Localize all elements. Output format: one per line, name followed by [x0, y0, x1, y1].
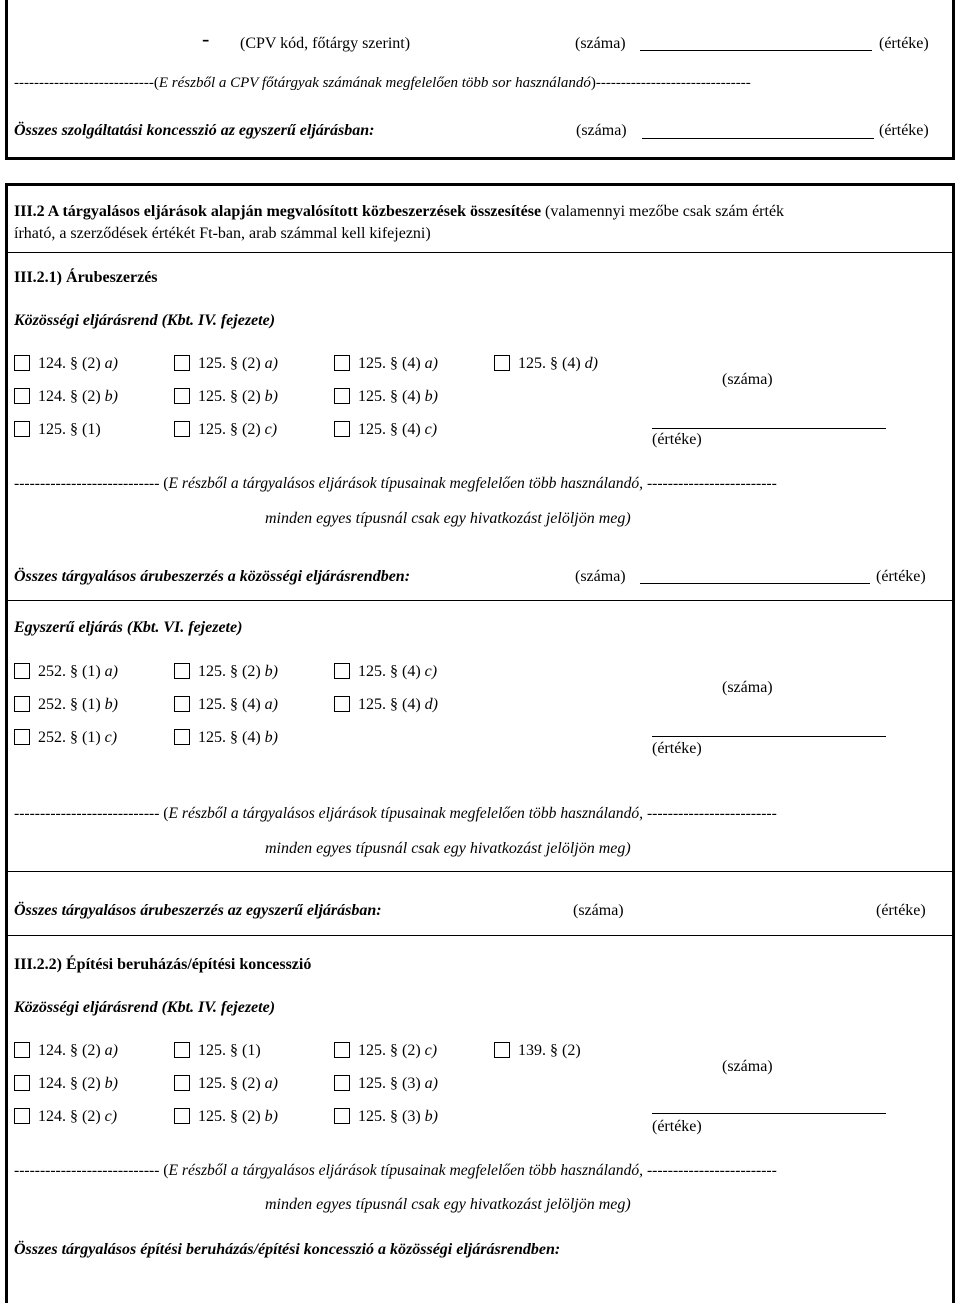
option-checkbox[interactable] — [494, 1042, 510, 1058]
option-label: 125. § (4) d) — [358, 696, 438, 713]
option-checkbox[interactable] — [334, 421, 350, 437]
goods-community-total-line[interactable] — [640, 583, 870, 584]
option-label: 125. § (3) b) — [358, 1108, 438, 1125]
option-checkbox[interactable] — [334, 663, 350, 679]
goods-simple-total-szama-label: (száma) — [573, 902, 624, 919]
service-total-erteke-label: (értéke) — [879, 122, 929, 139]
cpv-szama-line[interactable] — [640, 50, 872, 51]
works-community-note-line1: ---------------------------- (E részből a tárgyalásos eljárások típusainak megfelelően több használandó, ------------------------- — [14, 1162, 777, 1179]
goods-community-note-line2: minden egyes típusnál csak egy hivatkozást jelöljön meg) — [265, 510, 631, 527]
goods-simple-total-erteke-label: (értéke) — [876, 902, 926, 919]
option-label: 139. § (2) — [518, 1042, 581, 1059]
option-checkbox[interactable] — [14, 663, 30, 679]
option-label: 125. § (2) c) — [358, 1042, 438, 1059]
option-label: 125. § (3) a) — [358, 1075, 438, 1092]
option-label: 125. § (2) a) — [198, 1075, 278, 1092]
section-heading-divider — [5, 252, 955, 253]
goods-title: III.2.1) Árubeszerzés — [14, 269, 158, 286]
option-checkbox[interactable] — [334, 388, 350, 404]
option-label: 125. § (4) b) — [358, 388, 438, 405]
option-label: 125. § (2) a) — [198, 355, 278, 372]
option-label: 252. § (1) a) — [38, 663, 118, 680]
option-checkbox[interactable] — [174, 421, 190, 437]
goods-community-total-erteke-label: (értéke) — [876, 568, 926, 585]
goods-community-title: Közösségi eljárásrend (Kbt. IV. fejezete) — [14, 312, 276, 329]
goods-community-total-szama-label: (száma) — [575, 568, 626, 585]
service-total-szama-line[interactable] — [642, 138, 874, 139]
goods-community-note-line1: ---------------------------- (E részből a tárgyalásos eljárások típusainak megfelelően több használandó, ------------------------- — [14, 475, 777, 492]
option-label: 125. § (4) a) — [358, 355, 438, 372]
goods-community-value-line[interactable] — [652, 428, 886, 429]
goods-simple-note-line2: minden egyes típusnál csak egy hivatkozást jelöljön meg) — [265, 840, 631, 857]
option-label: 124. § (2) a) — [38, 1042, 118, 1059]
option-checkbox[interactable] — [14, 355, 30, 371]
option-checkbox[interactable] — [14, 388, 30, 404]
goods-community-erteke-label: (értéke) — [652, 431, 702, 448]
option-checkbox[interactable] — [334, 1042, 350, 1058]
option-label: 252. § (1) c) — [38, 729, 118, 746]
goods-simple-title: Egyszerű eljárás (Kbt. VI. fejezete) — [14, 619, 243, 636]
option-checkbox[interactable] — [174, 729, 190, 745]
option-checkbox[interactable] — [14, 1075, 30, 1091]
option-checkbox[interactable] — [334, 696, 350, 712]
section-heading: III.2 A tárgyalásos eljárások alapján megvalósított közbeszerzések összesítése (valamennyi mezőbe csak szám érték írható, a szerződések értékét Ft-ban, arab számmal kell kifejezni) — [14, 203, 785, 242]
option-label: 125. § (2) c) — [198, 421, 278, 438]
service-concession-total-label: Összes szolgáltatási koncesszió az egyszerű eljárásban: — [14, 122, 375, 139]
option-label: 125. § (2) b) — [198, 388, 278, 405]
goods-simple-value-line[interactable] — [652, 736, 886, 737]
option-label: 125. § (4) d) — [518, 355, 598, 372]
goods-community-total-label: Összes tárgyalásos árubeszerzés a közösségi eljárásrendben: — [14, 568, 411, 585]
goods-simple-total-label: Összes tárgyalásos árubeszerzés az egyszerű eljárásban: — [14, 902, 382, 919]
works-community-szama-label: (száma) — [722, 1058, 773, 1075]
goods-simple-note-line1: ---------------------------- (E részből a tárgyalásos eljárások típusainak megfelelően több használandó, ------------------------- — [14, 805, 777, 822]
option-label: 124. § (2) b) — [38, 388, 118, 405]
option-checkbox[interactable] — [14, 696, 30, 712]
cpv-repeat-note: ----------------------------(E részből a CPV főtárgyak számának megfelelően több sor használandó)------------------------------- — [14, 75, 751, 91]
option-checkbox[interactable] — [174, 1042, 190, 1058]
service-total-szama-label: (száma) — [576, 122, 627, 139]
main-box — [5, 183, 955, 1303]
cpv-erteke-label: (értéke) — [879, 35, 929, 52]
dash-mark: - — [202, 26, 210, 51]
option-label: 125. § (4) b) — [198, 729, 278, 746]
works-community-value-line[interactable] — [652, 1113, 886, 1114]
option-checkbox[interactable] — [174, 388, 190, 404]
goods-community-total-divider — [5, 600, 955, 601]
goods-community-szama-label: (száma) — [722, 371, 773, 388]
option-label: 125. § (4) c) — [358, 421, 438, 438]
option-checkbox[interactable] — [14, 729, 30, 745]
option-label: 125. § (1) — [38, 421, 101, 438]
cpv-szama-label: (száma) — [575, 35, 626, 52]
option-label: 125. § (4) c) — [358, 663, 438, 680]
option-checkbox[interactable] — [14, 1042, 30, 1058]
option-label: 252. § (1) b) — [38, 696, 118, 713]
option-checkbox[interactable] — [174, 663, 190, 679]
option-checkbox[interactable] — [174, 1075, 190, 1091]
option-label: 124. § (2) a) — [38, 355, 118, 372]
option-checkbox[interactable] — [494, 355, 510, 371]
works-title: III.2.2) Építési beruházás/építési koncesszió — [14, 956, 312, 973]
option-checkbox[interactable] — [334, 1075, 350, 1091]
works-community-title: Közösségi eljárásrend (Kbt. IV. fejezete) — [14, 999, 276, 1016]
goods-simple-total-divider — [5, 935, 955, 936]
option-label: 125. § (4) a) — [198, 696, 278, 713]
option-checkbox[interactable] — [14, 421, 30, 437]
option-checkbox[interactable] — [334, 1108, 350, 1124]
option-checkbox[interactable] — [334, 355, 350, 371]
option-label: 124. § (2) b) — [38, 1075, 118, 1092]
goods-simple-erteke-label: (értéke) — [652, 740, 702, 757]
option-label: 125. § (2) b) — [198, 663, 278, 680]
works-community-total-label: Összes tárgyalásos építési beruházás/építési koncesszió a közösségi eljárásrendben: — [14, 1241, 561, 1258]
goods-simple-note-divider — [5, 871, 955, 872]
goods-simple-szama-label: (száma) — [722, 679, 773, 696]
works-community-note-line2: minden egyes típusnál csak egy hivatkozást jelöljön meg) — [265, 1196, 631, 1213]
option-label: 125. § (2) b) — [198, 1108, 278, 1125]
cpv-label: (CPV kód, főtárgy szerint) — [240, 35, 411, 52]
option-checkbox[interactable] — [174, 355, 190, 371]
works-community-erteke-label: (értéke) — [652, 1118, 702, 1135]
option-checkbox[interactable] — [174, 696, 190, 712]
option-label: 124. § (2) c) — [38, 1108, 118, 1125]
option-label: 125. § (1) — [198, 1042, 261, 1059]
option-checkbox[interactable] — [14, 1108, 30, 1124]
option-checkbox[interactable] — [174, 1108, 190, 1124]
